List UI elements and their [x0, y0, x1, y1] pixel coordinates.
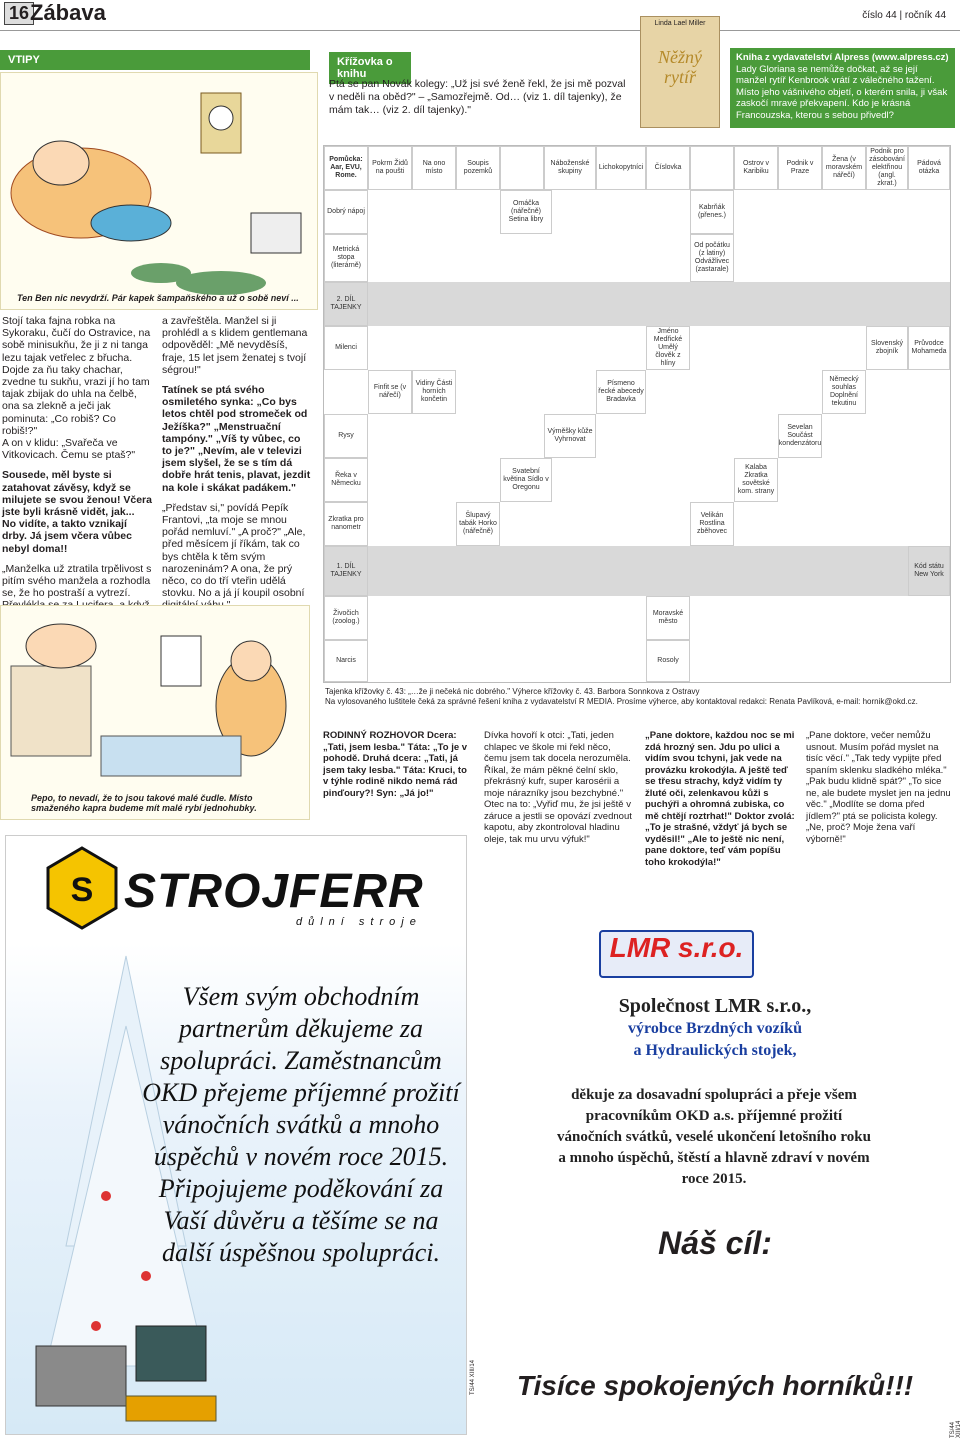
- strojferr-code: TS/44 XIII/14: [470, 1359, 476, 1395]
- crossword-clue: Živočich (zoolog.): [324, 596, 368, 640]
- crossword-clue: Svatební květina Sídlo v Oregonu: [500, 458, 552, 502]
- solution-row-2: [324, 282, 950, 326]
- crossword-clue: Slovenský zbojník: [866, 326, 908, 370]
- strojferr-logo-sub: důlní stroje: [296, 916, 422, 928]
- joke-doctor: „Pane doktore, každou noc se mi zdá hrozný sen. Jdu po ulici a vidím svou tchyni, jak vede na provázku krokodýla. A ještě teď se třesu strachy, když vidím ty žluté oči, zelenkavou kůži s puchýři a ohromná zubiska, co mě chtějí roztrhat!" Doktor zvolá: „To je strašné, vždyť já bych se vyděsil!" „Ale to ještě nic není, pane doktore, teď vám popíšu toho krokodýla!": [645, 730, 795, 868]
- solution-row-1: [324, 546, 950, 596]
- joke-text: „Představ si," povídá Pepík Frantovi, „ta moje se mnou pořád nemluví." „A proč?" „Ale, před měsícem jí říkám, tak co bys chtěla k těm svým narozeninám? A ona, že prý něco, co do tří vteřin udělá stovku. No a já jí koupil osobní: [162, 501, 306, 600]
- crossword-clue: Výměšky kůže Vyhrnovat: [544, 414, 596, 458]
- crossword-grid: [323, 145, 951, 683]
- joke-text: Sousede, měl byste si zatahovat závěsy, když se milujete se svou ženou! Včera jste byli krásně vidět, jak...: [2, 469, 152, 519]
- krizovka-intro: Ptá se pan Novák kolegy: „Už jsi své ženě řekl, že jsi mě pozval v neděli na oběd?" – „Samozřejmě. Od… (viz 1. díl tajenky), že mám tak… (viz 2. díl tajenky).": [329, 78, 626, 116]
- cartoon-2-illustration: [1, 606, 311, 786]
- joke-text: No vidíte, a takto vznikají drby. Já jsem včera vůbec nebyl doma!!: [2, 518, 132, 555]
- joke-text: „Manželka už ztratila trpělivost s pitím svého manžela a rozhodla se, že ho postraší a vytrezí.: [2, 562, 152, 600]
- ad-lmr: [484, 900, 946, 1435]
- crossword-clue: Písmeno řecké abecedy Bradavka: [596, 370, 646, 414]
- book-cover: [640, 16, 720, 128]
- crossword-clue: Dobrý nápoj: [324, 190, 368, 234]
- crossword-clue: Rysy: [324, 414, 368, 458]
- jokes-col-1: [2, 315, 152, 636]
- crossword-clue: Náboženské skupiny: [544, 146, 596, 190]
- crossword-clue: Žena (v moravském nářečí): [822, 146, 866, 190]
- crossword-clue: Pomůcka: Aar, EVU, Rome.: [324, 146, 368, 190]
- crossword-clue: Vidiny Části horních končetin: [412, 370, 456, 414]
- joke-text: a zavřeštěla. Manžel si ji prohlédl a s klidem gentlemana odpověděl: „Mě nevyděsíš, fraje, 15 let jsem ženatej s tvojí ségrou!": [162, 315, 308, 376]
- joke-text: Stojí taka fajna robka na Sykoraku, čučí do Ostravice, na sobě minisukňu, že ji z ni tanga lezu tajak vetřelec z břucha.: [2, 315, 151, 364]
- cartoon-1: [0, 72, 318, 310]
- crossword-clue: Podnik pro zásobování elektřinou (angl. zkrat.): [866, 146, 908, 190]
- crossword-cell[interactable]: [690, 146, 734, 190]
- crossword-result: [325, 687, 955, 707]
- crossword-clue: Pokrm Židů na poušti: [368, 146, 412, 190]
- lmr-slogan-1: Náš cíl:: [658, 1225, 772, 1261]
- lmr-code: TS/44 XIII/14: [950, 1420, 962, 1438]
- jokes-col-2: [162, 315, 312, 612]
- joke-family: RODINNÝ ROZHOVOR Dcera: „Tati, jsem lesba." Táta: „To je v pohodě. Druhá dcera: „Tati, já jsem taky lesba." Táta: Kruci, to v týhle rodině nikdo nemá rád pinďoury?! Syn: „Já jo!": [323, 730, 468, 799]
- lmr-message: děkuje za dosavadní spolupráci a přeje všem pracovníkům OKD a.s. příjemné prožití vánočních svátků, veselé ukončení letošního roku a mnoho úspěchů, štěstí a hlavně zdraví v novém roce 2015.: [557, 1087, 871, 1187]
- crossword-clue: 1. DÍL TAJENKY: [324, 546, 368, 596]
- book-info-box: [730, 48, 955, 128]
- crossword-clue: Sevelan Součást kondenzátoru: [778, 414, 822, 458]
- strojferr-logo: STROJFERR: [124, 865, 424, 918]
- krizovka-label: Křížovka o knihu: [329, 52, 411, 84]
- crossword-clue: Rosoly: [646, 640, 690, 682]
- lmr-product-1: výrobce Brzdných vozíků: [628, 1020, 802, 1037]
- book-heading: Kniha z vydavatelství Alpress (www.alpress.cz): [736, 52, 949, 63]
- crossword-clue: Omáčka (nářečně) Setina libry: [500, 190, 552, 234]
- ad-strojferr: [5, 835, 467, 1435]
- lmr-company: Společnost LMR s.r.o.,: [618, 995, 812, 1017]
- crossword-clue: 2. DÍL TAJENKY: [324, 282, 368, 326]
- svg-text:S: S: [70, 871, 94, 909]
- crossword-clue: Velikán Rostlina zběhovec: [690, 502, 734, 546]
- issue-info: číslo 44 | ročník 44: [862, 10, 946, 21]
- vtipy-label: VTIPY: [0, 50, 310, 70]
- strojferr-message: Všem svým obchodním partnerům děkujeme za spolupráci. Zaměstnancům OKD přejeme příjemné prožití vánočních svátků a mnoho úspěchů v novém roce 2015. Připojujeme poděkování za Vaší důvěru a těšíme se na další úspěšnou spolupráci.: [142, 982, 460, 1267]
- crossword-clue: Kalaba Zkratka sovětské kom. strany: [734, 458, 778, 502]
- crossword-clue: Jméno Medřické Umělý člověk z hlíny: [646, 326, 690, 370]
- crossword-clue: Narcis: [324, 640, 368, 682]
- joke-text: A on v klidu: „Svařeča ve Vitkovicach. Čemu se ptaš?": [2, 437, 136, 462]
- book-title: Něžný rytíř: [658, 47, 702, 87]
- cartoon-2: [0, 605, 310, 820]
- book-text: Lady Gloriana se nemůže dočkat, až se její manžel rytíř Kenbrook vrátí z válečného tažení. Místo jeho vášnivého objetí, o kterém snila, ji však zaskočí mravé překvapení. Kdo je krásná Francouzska, kterou s sebou přivedl?: [736, 63, 948, 121]
- crossword-clue: Zkratka pro nanometr: [324, 502, 368, 546]
- crossword-result-line: Tajenka křížovky č. 43: „…že ji nečeká nic dobrého." Výherce křížovky č. 43. Barbora Sonnkova z Ostravy: [325, 687, 700, 696]
- crossword-clue: Číslovka: [646, 146, 690, 190]
- crossword-cell[interactable]: [500, 146, 544, 190]
- crossword-clue: Ostrov v Karibiku: [734, 146, 778, 190]
- crossword-clue: Na ono místo: [412, 146, 456, 190]
- crossword-clue: Šlupavý tabák Horko (nářečně): [456, 502, 500, 546]
- crossword-clue: Kód státu New York: [908, 546, 950, 596]
- joke-text: Tatínek se ptá svého osmiletého synka: „Co bys letos chtěl pod stromeček od Ježíška?" „Menstruační tampóny." „Víš ty vůbec, co to je?" „Nevím, ale v televizi jsem slyšel, že se s tím dá dobře hrát tenis, plavat, jezdit na kole i skákat padákem.": [162, 384, 311, 494]
- crossword-clue: Soupis pozemků: [456, 146, 500, 190]
- joke-milk: „Pane doktore, večer nemůžu usnout. Musím pořád myslet na tisíc věcí." „Tak tedy vypijte před spaním sklenku sladkého mléka." „Pak budu klidně spát?" „To sice ne, ale budete myslet jen na jednu věc." „Modlíte se doma před jídlem?" ptá se policista kolegy. „Ne, proč? Moje žena vaří výborně!": [806, 730, 951, 845]
- cartoon-2-caption: Pepo, to nevadí, že to jsou takové malé čudle. Místo smaženého kapra budeme mít malé rybí jednohubky.: [31, 793, 257, 813]
- lmr-product-2: a Hydraulických stojek,: [633, 1042, 797, 1059]
- crossword-clue: Podnik v Praze: [778, 146, 822, 190]
- header-divider: [0, 30, 960, 31]
- strojferr-logo-icon: [46, 846, 118, 930]
- crossword-clue: Pádová otázka: [908, 146, 950, 190]
- crossword-clue: Řeka v Německu: [324, 458, 368, 502]
- section-title: Zábava: [30, 0, 106, 25]
- lmr-logo: LMR s.r.o.: [599, 930, 754, 978]
- crossword-clue: Lichokopytníci: [596, 146, 646, 190]
- joke-car: Dívka hovoří k otci: „Tati, jeden chlapec ve škole mi řekl něco, čemu jsem tak docela nerozuměla. Říkal, že mám pěkné čelní sklo, překrásný kufr, super karosérii a moje nárazníky jsou bezchybné." Otec na to: „Vyřiď mu, že jsi ještě v záruce a jestli se opovází zvednout kapotu, aby zkontroloval hladinu oleje, tak mu urvu výfuk!": [484, 730, 632, 845]
- cartoon-1-illustration: [1, 73, 319, 293]
- page-number: 16: [4, 2, 34, 25]
- crossword-clue: Finfit se (v nářečí): [368, 370, 412, 414]
- crossword-clue: Od počátku (z latiny) Odvážlivec (zastarale): [690, 234, 734, 282]
- lmr-slogan-2: Tisíce spokojených horníků!!!: [516, 1370, 914, 1401]
- crossword-clue: Průvodce Mohameda: [908, 326, 950, 370]
- crossword-clue: Německý souhlas Doplnění tekutinu: [822, 370, 866, 414]
- cartoon-1-caption: Ten Ben nic nevydrží. Pár kapek šampaňského a už o sobě neví ...: [17, 293, 299, 303]
- joke-text: Dojde za ňu taky chachar, zvedne tu sukňu, vrazi jí ho tam tajak zbijak do uhla na čelbě, ona sa zlekně a ječi jak pominuta: „Co robiš? Co robiš!?": [2, 363, 150, 437]
- crossword-note: Na vylosovaného luštitele čeká za správné řešení kniha z vydavatelství R MEDIA. Prosíme výherce, aby kontaktoval redakci: Renata Pavlíková, e-mail: hornik@okd.cz.: [325, 697, 918, 706]
- book-author: Linda Lael Miller: [654, 20, 706, 27]
- crossword-clue: Milenci: [324, 326, 368, 370]
- crossword-clue: Metrická stopa (literárně): [324, 234, 368, 282]
- crossword-clue: Kabrňák (přenes.): [690, 190, 734, 234]
- crossword-clue: Moravské město: [646, 596, 690, 640]
